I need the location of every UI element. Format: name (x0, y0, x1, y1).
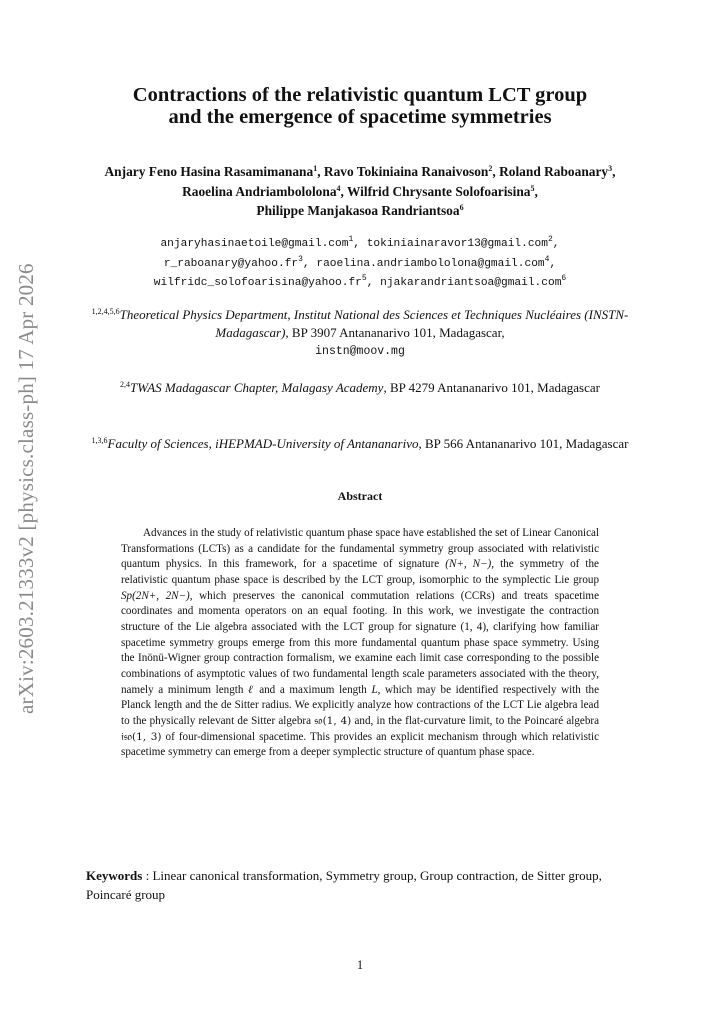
keywords (86, 866, 638, 904)
author-name: Ravo Tokiniaina Ranaivoson (323, 164, 489, 179)
affiliation-email[interactable]: instn@moov.mg (315, 345, 405, 358)
author-name: Philippe Manjakasoa Randriantsoa (256, 203, 460, 218)
author-sup: 3 (608, 164, 613, 174)
math-signature: (N+, N−) (445, 558, 492, 571)
email-address[interactable]: r_raboanary@yahoo.fr (163, 257, 299, 270)
abstract-text: , which may be identified respectively with the Planck length and the de Sitter radius. We explicitly analyze how contractions of the LCT Lie algebra lead to the physically relevant de Sitter algebra (121, 683, 599, 727)
abstract-text: of four-dimensional spacetime. This provides an explicit mechanism through which relativistic spacetime symmetry can emerge from a deeper symplectic structure of quantum phase space. (121, 730, 600, 759)
author-name: Raoelina Andriambololona (182, 183, 337, 199)
abstract-text: , which preserves the canonical commutation relations (CCRs) and treats spacetime coordinates and momenta operators on an equal footing. In this work, we investigate the contraction structure of the Lie algebra associated with the LCT group for signature (121, 589, 599, 633)
email-address[interactable]: njakarandriantsoa@gmail.com (380, 277, 562, 289)
math-poincare-algebra: 𝔦𝔰𝔬(1, 3) (121, 730, 162, 743)
affiliation-2 (86, 379, 634, 397)
email-address[interactable]: tokiniainaravor13@gmail.com (366, 238, 548, 250)
author-name: Roland Raboanary (499, 164, 609, 179)
author-name: Wilfrid Chrysante Solofoarisina (346, 183, 531, 199)
abstract-text: , clarifying how familiar spacetime symmetry groups emerge from this more fundamental quantum phase space symmetry. Using the Inönü-Wigner group contraction formalism, we examine each limit case corresponding to the possible combinations of asymptotic values of two fundamental length scale parameters associated with the theory, namely a minimum length (121, 620, 600, 696)
author-sup: 5 (530, 183, 535, 193)
abstract-heading: Abstract (337, 489, 383, 503)
email-sup: 2 (547, 235, 553, 245)
email-address[interactable]: wilfridc_solofoarisina@yahoo.fr (153, 277, 362, 289)
email-address[interactable]: anjaryhasinaetoile@gmail.com (160, 238, 349, 250)
affiliation-sup: 1,2,4,5,6 (91, 307, 120, 317)
arxiv-stamp: arXiv:2603.21333v2 [physics.class-ph] 17 Apr 2026 (14, 263, 38, 714)
email-sup: 5 (361, 274, 367, 284)
keywords-label: Keywords (86, 868, 143, 883)
title-line-2: and the emergence of spacetime symmetries (168, 106, 552, 128)
email-list: anjaryhasinaetoile@gmail.com$^1$, tokiniainaravor13@gmail.com$^2$, $r\_raboanary@yahoo.fr^3$, raoelina.andriambololona@gmail.com$^4$, $wilfridc\_solofoarisina@yahoo.fr^5$, njakarandriantsoa@gmail.com$^6$ (153, 235, 567, 289)
affiliation-3 (86, 435, 634, 453)
paper-title (80, 84, 640, 128)
keywords-separator: : (142, 868, 153, 883)
math-signature-14: (1, 4) (460, 620, 487, 633)
email-sup: 3 (298, 254, 303, 264)
affiliation-name: TWAS Madagascar Chapter, Malagasy Academy (130, 380, 384, 395)
keywords-text: Linear canonical transformation, Symmetry group, Group contraction, de Sitter group, Poincaré group (86, 868, 602, 902)
page-number: 1 (356, 958, 364, 972)
abstract-text: and a maximum length (254, 683, 372, 696)
affiliation-address: , BP 4279 Antananarivo 101, Madagascar (383, 380, 600, 395)
affiliation-address: , BP 566 Antananarivo 101, Madagascar (418, 436, 629, 451)
email-sup: 1 (348, 235, 354, 245)
affiliation-name: Theoretical Physics Department, Institut National des Sciences et Techniques Nucléaires (INSTN-Madagascar) (119, 307, 629, 340)
email-address[interactable]: raoelina.andriambololona@gmail.com (316, 257, 545, 270)
author-name: Anjary Feno Hasina Rasamimanana (104, 164, 314, 179)
author-sup: 2 (488, 164, 493, 174)
abstract-text: , the symmetry of the relativistic quantum phase space is described by the LCT group, isomorphic to the symplectic Lie group (121, 558, 599, 586)
affiliation-sup: 1,3,6 (91, 436, 108, 446)
title-line-1: Contractions of the relativistic quantum LCT group (132, 84, 588, 106)
math-max-length: L (371, 683, 378, 696)
email-sup: 4 (544, 254, 550, 264)
abstract-body (121, 526, 599, 761)
abstract-text: and, in the flat-curvature limit, to the Poincaré algebra (351, 714, 599, 727)
email-sup: 6 (561, 274, 567, 284)
affiliation-sup: 2,4 (120, 380, 131, 390)
math-symplectic-group: Sp(2N+, 2N−) (121, 589, 190, 602)
author-sup: 4 (336, 183, 341, 193)
affiliation-address: , BP 3907 Antananarivo 101, Madagascar, (285, 324, 505, 340)
math-de-sitter-algebra: 𝔰𝔬(1, 4) (314, 714, 352, 727)
affiliation-name: Faculty of Sciences, iHEPMAD-University of Antananarivo (107, 436, 419, 451)
affiliation-1 (86, 306, 634, 361)
author-sup: 6 (459, 203, 464, 213)
author-sup: 1 (313, 164, 318, 174)
abstract-text: Advances in the study of relativistic quantum phase space have established the set of Linear Canonical Transformations (LCTs) as a candidate for the fundamental symmetry group associated with relativistic quantum physics. In this framework, for a spacetime of signature (121, 527, 599, 571)
math-min-length: ℓ (248, 683, 255, 696)
author-list: Anjary Feno Hasina Rasamimanana$^1$, Ravo Tokiniaina Ranaivoson$^2$, Roland Raboanary$^3$, Raoelina Andriambololona$^4$, Wilfrid Chrysante Solofoarisina$^5$, Philippe Manjakasoa Randriantsoa$^6$ (104, 164, 616, 218)
